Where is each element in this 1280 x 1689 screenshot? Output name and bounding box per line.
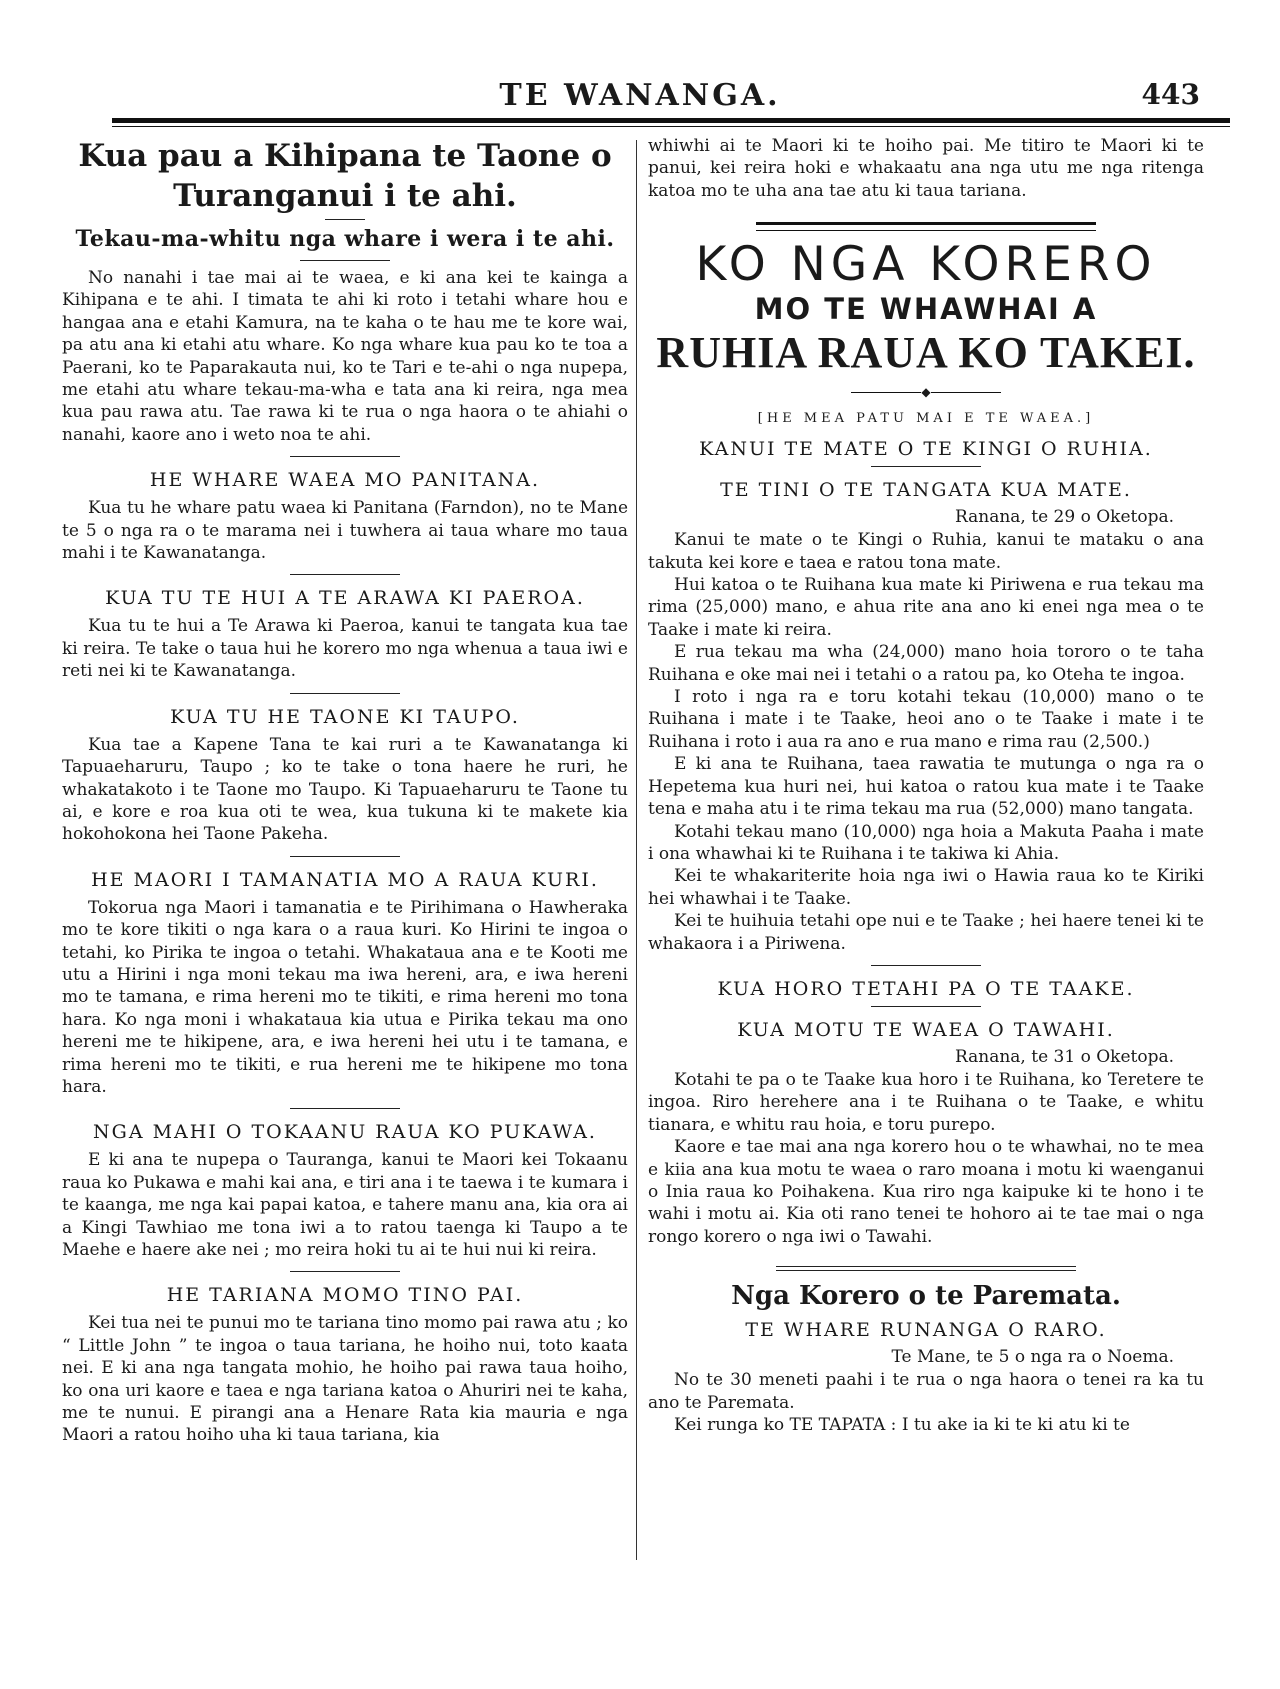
divider	[290, 574, 400, 575]
war-paragraph-4: I roto i nga ra e toru kotahi tekau (10,000) mano o te Ruihana i mate i te Taake, heoi ano o te Taake i mate i te Ruihana i roto i aua ra ano e rua mano e rima rau (2,500.)	[648, 687, 1204, 752]
parliament-title: Nga Korero o te Paremata.	[731, 1281, 1121, 1312]
war-title-line-3: RUHIA RAUA KO TAKEI.	[656, 328, 1196, 378]
wire-note: [HE MEA PATU MAI E TE WAEA.]	[757, 411, 1095, 427]
right-column	[648, 135, 1204, 1569]
heading-kingi: KANUI TE MATE O TE KINGI O RUHIA.	[699, 438, 1153, 461]
header-rule-thin	[112, 126, 1230, 127]
article-kuri: Tokorua nga Maori i tamanatia e te Pirihimana o Hawheraka mo te kore tikiti o nga kara o a raua kuri. Ko Hirini te ingoa o tetahi, ko Pirika te ingoa o tetahi. Whakataua ana e te Kooti me utu a Hirini i nga moni tekau ma iwa hereni, ara, e iwa hereni mo te tamana, e rima hereni mo te tikiti, e rima hereni mo tona hara. Ko nga moni i whakataua kia utua e Pirika tekau ma ono hereni me te hikipene, ara, e iwa hereni hei utu i te tamana, e rima hereni mo te tikiti, e rua hereni me te hikipene mo tona hara.	[62, 897, 628, 1097]
war-title-line-2: MO TE WHAWHAI A	[754, 292, 1098, 327]
heading-tariana: HE TARIANA MOMO TINO PAI.	[166, 1284, 524, 1307]
article-panitana: Kua tu he whare patu waea ki Panitana (Farndon), no te Mane te 5 o nga ra o te marama nei i tuwhera ai taua whare mo taua mahi i te Kawanatanga.	[62, 498, 628, 564]
article-fire: No nanahi i tae mai ai te waea, e ki ana kei te kainga a Kihipana e te ahi. I timata te ahi ki roto i tetahi whare hou e hangaa ana e etahi Kamura, na te kaha o te hau me te kore wai, pa atu ana ki etahi atu whare. Ko nga whare kua pau ko te toa a Paerani, ko te Paparakauta nui, ko te Tari e te-ahi o nga nupepa, me etahi atu whare tekau-ma-wha e tata ana ki reira, nga mea kua pau rawa atu. Tae rawa ki te rua o nga haora o te ahiahi o nanahi, kaore ano i weto noa te ahi.	[62, 268, 628, 445]
war-paragraph-9: Kotahi te pa o te Taake kua horo i te Ruihana, ko Teretere te ingoa. Riro herehere ana i te Ruihana o te Taake, e whitu tianara, e whitu rau hoia, e toru purepo.	[648, 1069, 1204, 1135]
divider	[756, 222, 1096, 231]
article-pukawa: E ki ana te nupepa o Tauranga, kanui te Maori kei Tokaanu raua ko Pukawa e mahi kai ana, e tiri ana i te taewa i te kumara i te kaanga, me nga kai papai katoa, e tahere manu ana, kia ora ai a Kingi Tawhiao me tona iwi a to ratou taenga ki Taupo a te Maehe e haere ake nei ; mo reira hoki tu ai te hui nui ki reira.	[62, 1150, 628, 1260]
headline-line-2: Turanganui i te ahi.	[173, 178, 517, 214]
dateline-1: Ranana, te 29 o Oketopa.	[954, 507, 1174, 528]
left-column	[62, 135, 628, 1569]
page-number: 443	[1141, 78, 1200, 111]
heading-waea: KUA MOTU TE WAEA O TAWAHI.	[737, 1018, 1115, 1041]
war-paragraph-5: E ki ana te Ruihana, taea rawatia te mutunga o nga ra o Hepetema kua huri nei, hui katoa o ratou kua mate i te Taake tena e maha atu i te rima tekau ma rua (52,000) mano tangata.	[648, 754, 1204, 820]
heading-panitana: HE WHARE WAEA MO PANITANA.	[149, 469, 541, 492]
parliament-paragraph-1: No te 30 meneti paahi i te rua o nga haora o tenei ra ka tu ano te Paremata.	[648, 1370, 1204, 1413]
heading-runanga: TE WHARE RUNANGA O RARO.	[745, 1319, 1107, 1342]
divider	[290, 1271, 400, 1272]
diamond-icon: ◆	[921, 385, 931, 400]
ornament-rule	[648, 385, 1204, 399]
divider	[290, 1108, 400, 1109]
heading-pukawa: NGA MAHI O TOKAANU RAUA KO PUKAWA.	[93, 1121, 597, 1144]
war-paragraph-2: Hui katoa o te Ruihana kua mate ki Piriwena e rua tekau ma rima (25,000) mano, e ahua rite ana ano ki enei nga mea o te Taake i mate ki reira.	[648, 575, 1204, 640]
dateline-2: Ranana, te 31 o Oketopa.	[954, 1046, 1174, 1067]
heading-pa: KUA HORO TETAHI PA O TE TAAKE.	[717, 977, 1135, 1000]
article-arawa: Kua tu te hui a Te Arawa ki Paeroa, kanui te tangata kua tae ki reira. Te take o taua hui he korero mo nga whenua a taua iwi e reti nei ki te Kawanatanga.	[62, 616, 628, 682]
subheadline: Tekau-ma-whitu nga whare i wera i te ahi.	[75, 226, 615, 252]
parliament-paragraph-2: Kei runga ko TE TAPATA : I tu ake ia ki te ki atu ki te	[674, 1415, 1130, 1435]
divider	[871, 466, 981, 467]
war-paragraph-10: Kaore e tae mai ana nga korero hou o te whawhai, no te mea e kiia ana kua motu te waea o raro moana i motu ki waenganui o Inia raua ko Poihakena. Kua riro nga kaipuke ki te hono i te wahi i motu ai. Kia oti rano tenei te hohoro ai te tae mai o nga rongo korero o nga iwi o Tawahi.	[648, 1137, 1204, 1247]
war-paragraph-6: Kotahi tekau mano (10,000) nga hoia a Makuta Paaha i mate i ona whawhai ki te Ruihana i te takiwa ki Ahia.	[648, 821, 1204, 864]
headline-line-1: Kua pau a Kihipana te Taone o	[78, 138, 612, 174]
column-divider	[636, 140, 637, 1560]
masthead	[60, 78, 1220, 118]
dateline-3: Te Mane, te 5 o nga ra o Noema.	[891, 1347, 1174, 1368]
heading-tini: TE TINI O TE TANGATA KUA MATE.	[720, 479, 1132, 502]
divider	[871, 965, 981, 966]
war-paragraph-7: Kei te whakariterite hoia nga iwi o Hawia raua ko te Kiriki hei whawhai i te Taake.	[648, 866, 1204, 909]
divider	[290, 693, 400, 694]
newspaper-title: TE WANANGA.	[499, 78, 781, 113]
divider	[290, 856, 400, 857]
war-paragraph-8: Kei te huihuia tetahi ope nui e te Taake ; hei haere tenei ki te whakaora i a Piriwena.	[648, 911, 1204, 954]
divider	[325, 219, 365, 220]
article-continuation: whiwhi ai te Maori ki te hoiho pai. Me titiro te Maori ki te panui, kei reira hoki e whakaatu ana nga utu me nga ritenga katoa mo te uha ana tae atu ki taua tariana.	[648, 136, 1204, 201]
divider	[290, 456, 400, 457]
war-paragraph-1: Kanui te mate o te Kingi o Ruhia, kanui te mataku o ana takuta kei kore e taea e ratou tona mate.	[648, 530, 1204, 573]
war-title-line-1: KO NGA KORERO	[695, 237, 1157, 293]
divider	[871, 1006, 981, 1007]
article-taupo: Kua tae a Kapene Tana te kai ruri a te Kawanatanga ki Tapuaeharuru, Taupo ; ko te take o tona haere he ruri, he whakatakoto i te Taone mo Taupo. Ki Tapuaeharuru te Taone tu ai, e kore e roa kua oti te wea, kua tukuna ki te makete kia hokohokona hei Taone Pakeha.	[62, 734, 628, 845]
heading-arawa: KUA TU TE HUI A TE ARAWA KI PAEROA.	[105, 587, 585, 610]
article-tariana: Kei tua nei te punui mo te tariana tino momo pai rawa atu ; ko “ Little John ” te ingoa o taua tariana, he hoiho nui, toto kaata nei. E ki ana nga tangata mohio, he hoiho pai rawa taua hoiho, ko ona uri kaore e taea e nga tariana katoa o Ahuriri nei te kaha, me te nunui. E pirangi ana a Henare Rata kia mauria e nga Maori a ratou hoiho uha ki taua tariana, kia	[62, 1313, 628, 1446]
divider	[776, 1266, 1076, 1271]
war-paragraph-3: E rua tekau ma wha (24,000) mano hoia tororo o te taha Ruihana e oke mai nei i tetahi o a ratou pa, ko Oteha te ingoa.	[648, 642, 1204, 685]
heading-taupo: KUA TU HE TAONE KI TAUPO.	[170, 705, 520, 728]
heading-kuri: HE MAORI I TAMANATIA MO A RAUA KURI.	[91, 868, 599, 891]
header-rule	[112, 118, 1230, 123]
divider	[300, 260, 390, 261]
